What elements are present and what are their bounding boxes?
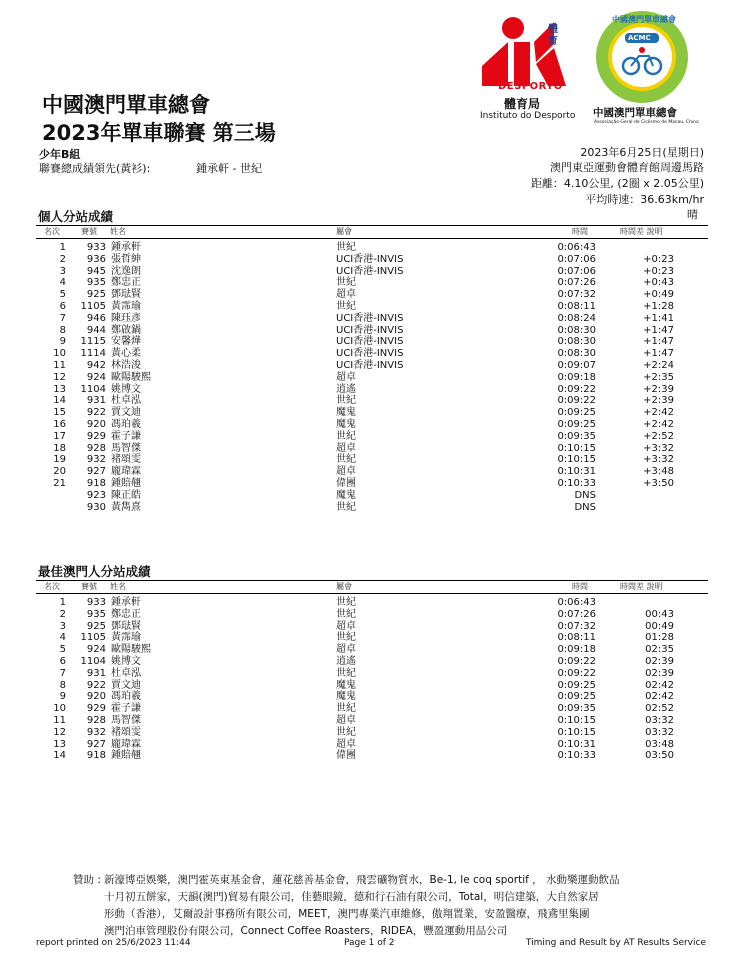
team-cell: 世紀 — [336, 454, 356, 466]
time-diff-cell: +3:32 — [643, 442, 674, 454]
team-cell: 超卓 — [336, 442, 356, 454]
bib-number-cell: 933 — [86, 597, 106, 608]
time-cell: 0:09:25 — [557, 679, 596, 691]
time-cell: 0:09:18 — [557, 644, 596, 656]
bib-number-cell: 931 — [86, 395, 106, 407]
rider-name-cell: 鄧琺賢 — [111, 289, 141, 301]
table-row — [36, 668, 708, 680]
time-diff-cell: +2:42 — [643, 407, 674, 419]
time-cell: 0:09:22 — [557, 383, 596, 395]
rider-name-cell: 黃雋熹 — [111, 501, 141, 513]
average-speed: 平均時速：36.63km/hr — [585, 193, 704, 206]
table-row — [36, 466, 708, 478]
bib-number-cell: 945 — [86, 265, 106, 277]
time-cell: 0:10:15 — [557, 442, 596, 454]
time-cell: 0:09:35 — [557, 430, 596, 442]
team-cell: 超卓 — [336, 644, 356, 656]
time-cell: 0:09:35 — [557, 703, 596, 715]
team-cell: 世紀 — [336, 395, 356, 407]
rider-name-cell: 霍子謙 — [111, 703, 141, 715]
bib-number-cell: 1104 — [80, 656, 106, 667]
header-rank: 名次 — [44, 582, 60, 591]
time-diff-cell: +2:35 — [643, 371, 674, 383]
rank-cell: 12 — [53, 371, 66, 383]
table-row — [36, 715, 708, 727]
time-cell: 0:09:25 — [557, 691, 596, 703]
team-cell: 魔鬼 — [336, 691, 356, 703]
team-cell: 超卓 — [336, 289, 356, 301]
rider-name-cell: 杜卓泓 — [111, 395, 141, 407]
rider-name-cell: 褚頌雯 — [111, 454, 141, 466]
time-diff-cell: +2:52 — [643, 430, 674, 442]
rider-name-cell: 龐瑋霖 — [111, 738, 141, 750]
rank-cell: 5 — [59, 644, 66, 656]
bib-number-cell: 928 — [86, 715, 106, 726]
table-row — [36, 348, 708, 360]
page-number: Page 1 of 2 — [344, 938, 395, 948]
rider-name-cell: 賈文迪 — [111, 407, 141, 419]
time-diff-cell: +0:43 — [643, 277, 674, 289]
time-cell: 0:09:18 — [557, 371, 596, 383]
time-diff-cell: 02:39 — [645, 667, 674, 679]
rider-name-cell: 霍子謙 — [111, 430, 141, 442]
rider-name-cell: 林浩浚 — [111, 360, 141, 371]
team-cell: 超卓 — [336, 466, 356, 478]
team-cell: UCI香港-INVIS — [336, 265, 404, 277]
rank-cell: 1 — [59, 242, 66, 253]
event-title: 2023年單車聯賽 第三場 — [42, 121, 276, 145]
sponsor-line: 形動（香港），艾爾設計事務所有限公司，MEET，澳門專業汽車維修，傲翔置業，安盈醫療，飛鳶里集團 — [104, 908, 590, 920]
rider-name-cell: 姚博文 — [111, 383, 141, 395]
table-row — [36, 703, 708, 715]
team-cell: 世紀 — [336, 301, 356, 312]
rank-cell: 18 — [53, 442, 66, 454]
time-cell: 0:10:33 — [557, 478, 596, 489]
rank-cell: 9 — [59, 336, 66, 348]
time-diff-cell: 02:42 — [645, 691, 674, 703]
rank-cell: 6 — [59, 656, 66, 667]
table-row — [36, 266, 708, 278]
rank-cell: 12 — [53, 726, 66, 738]
time-cell: 0:06:43 — [557, 597, 596, 608]
rank-cell: 2 — [59, 608, 66, 620]
team-cell: 偉團 — [336, 478, 356, 489]
rank-cell: 3 — [59, 620, 66, 632]
rider-name-cell: 黃霈瑜 — [111, 301, 141, 312]
rank-cell: 17 — [53, 430, 66, 442]
time-cell: 0:10:31 — [557, 738, 596, 750]
acmc-zh: 中國澳門單車總會 — [593, 107, 677, 119]
team-cell: 偉團 — [336, 750, 356, 762]
table-row — [36, 242, 708, 254]
table-row — [36, 478, 708, 490]
team-cell: UCI香港-INVIS — [336, 312, 404, 324]
rider-name-cell: 鄭忠正 — [111, 608, 141, 620]
time-diff-cell: +3:50 — [643, 478, 674, 489]
time-cell: 0:08:11 — [557, 632, 596, 644]
team-cell: 超卓 — [336, 715, 356, 726]
table-row — [36, 360, 708, 372]
race-date: 2023年6月25日(星期日) — [580, 146, 704, 159]
macau-table-header — [36, 580, 708, 594]
time-diff-cell: 02:52 — [645, 703, 674, 715]
time-diff-cell: 03:50 — [645, 750, 674, 762]
sponsor-line: 澳門泊車管理股份有限公司，Connect Coffee Roasters，RIDEA，豐盈運動用品公司 — [104, 925, 508, 937]
time-cell: 0:07:32 — [557, 620, 596, 632]
bib-number-cell: 928 — [86, 442, 106, 454]
time-diff-cell: +1:47 — [643, 336, 674, 348]
race-distance: 距離：4.10公里, (2圈 x 2.05公里) — [530, 177, 704, 190]
bib-number-cell: 1105 — [80, 301, 106, 312]
bib-number-cell: 1114 — [80, 348, 106, 360]
table-row — [36, 301, 708, 313]
desporto-logo — [478, 14, 578, 126]
table-row — [36, 254, 708, 266]
time-diff-cell: +0:23 — [643, 253, 674, 265]
bib-number-cell: 930 — [86, 501, 106, 513]
time-cell: DNS — [574, 501, 596, 513]
header-no: 賽號 — [81, 582, 97, 591]
team-cell: 世紀 — [336, 430, 356, 442]
section-individual-title: 個人分站成績 — [38, 209, 114, 224]
team-cell: UCI香港-INVIS — [336, 348, 404, 360]
rank-cell: 19 — [53, 454, 66, 466]
time-cell: 0:07:06 — [557, 265, 596, 277]
individual-table-header — [36, 225, 708, 239]
header-name: 姓名 — [110, 582, 126, 591]
table-row — [36, 395, 708, 407]
time-cell: 0:09:25 — [557, 419, 596, 430]
time-diff-cell: +1:28 — [643, 301, 674, 312]
sponsor-line: 十月初五餅家，天韻(澳門)貿易有限公司，佳藝眼鏡，德和行石油有限公司，Total，明信建築，大自然家居 — [104, 891, 599, 903]
team-cell: 世紀 — [336, 667, 356, 679]
rank-cell: 10 — [53, 703, 66, 715]
time-diff-cell: 01:28 — [645, 632, 674, 644]
rider-name-cell: 陳正皓 — [111, 489, 141, 501]
time-cell: 0:09:22 — [557, 395, 596, 407]
acmc-logo — [590, 10, 699, 125]
weather: 晴 — [687, 208, 698, 221]
sponsor-line: 新濠博亞娛樂，澳門霍英東基金會，蓮花慈善基金會，飛雲礦物質水，Be-1, le coq sportif ， 水動樂運動飲品 — [104, 874, 620, 886]
header-time: 時間 — [572, 582, 588, 591]
time-diff-cell: 02:39 — [645, 656, 674, 667]
time-cell: 0:09:22 — [557, 656, 596, 667]
rank-cell: 11 — [53, 715, 66, 726]
bib-number-cell: 918 — [86, 478, 106, 489]
rank-cell: 9 — [59, 691, 66, 703]
header-team: 屬會 — [336, 582, 352, 591]
header-diff: 時間差 說明 — [620, 582, 663, 591]
race-venue: 澳門東亞運動會體育館周邊馬路 — [550, 161, 704, 174]
time-diff-cell: 03:48 — [645, 738, 674, 750]
rider-name-cell: 張哲紳 — [111, 253, 141, 265]
team-cell: 超卓 — [336, 738, 356, 750]
bib-number-cell: 924 — [86, 644, 106, 656]
rank-cell: 7 — [59, 667, 66, 679]
acmc-badge: ACMC — [628, 34, 651, 42]
bib-number-cell: 932 — [86, 726, 106, 738]
time-diff-cell: +1:47 — [643, 324, 674, 336]
time-cell: 0:08:30 — [557, 324, 596, 336]
time-cell: 0:08:30 — [557, 348, 596, 360]
header-diff: 時間差 說明 — [620, 227, 663, 236]
rank-cell: 14 — [53, 395, 66, 407]
table-row — [36, 656, 708, 668]
team-cell: 魔鬼 — [336, 489, 356, 501]
rider-name-cell: 黃心柔 — [111, 348, 141, 360]
rank-cell: 5 — [59, 289, 66, 301]
team-cell: 世紀 — [336, 632, 356, 644]
time-cell: 0:10:33 — [557, 750, 596, 762]
table-row — [36, 680, 708, 692]
rank-cell: 14 — [53, 750, 66, 762]
bib-number-cell: 920 — [86, 419, 106, 430]
bib-number-cell: 932 — [86, 454, 106, 466]
time-diff-cell: +2:39 — [643, 383, 674, 395]
rank-cell: 7 — [59, 312, 66, 324]
rank-cell: 10 — [53, 348, 66, 360]
time-cell: DNS — [574, 489, 596, 501]
bib-number-cell: 918 — [86, 750, 106, 762]
time-diff-cell: +1:47 — [643, 348, 674, 360]
timing-credit: Timing and Result by AT Results Service — [525, 938, 706, 948]
table-row — [36, 289, 708, 301]
time-diff-cell: +0:49 — [643, 289, 674, 301]
time-diff-cell: +2:42 — [643, 419, 674, 430]
bib-number-cell: 1115 — [80, 336, 106, 348]
time-diff-cell: +1:41 — [643, 312, 674, 324]
section-macau-title: 最佳澳門人分站成績 — [38, 564, 151, 579]
table-row — [36, 277, 708, 289]
table-row — [36, 739, 708, 751]
rank-cell: 4 — [59, 277, 66, 289]
team-cell: 世紀 — [336, 703, 356, 715]
team-cell: 世紀 — [336, 608, 356, 620]
rider-name-cell: 鍾賠翹 — [111, 478, 141, 489]
team-cell: 世紀 — [336, 501, 356, 513]
table-row — [36, 336, 708, 348]
rider-name-cell: 鄭啟鍋 — [111, 324, 141, 336]
rank-cell: 13 — [53, 383, 66, 395]
rider-name-cell: 陳珏彥 — [111, 312, 141, 324]
rider-name-cell: 安馨燁 — [111, 336, 141, 348]
bib-number-cell: 922 — [86, 407, 106, 419]
rider-name-cell: 馬智傑 — [111, 442, 141, 454]
time-cell: 0:10:31 — [557, 466, 596, 478]
time-cell: 0:08:11 — [557, 301, 596, 312]
acmc-ring-text: 中國澳門單車總會 — [612, 15, 676, 24]
bib-number-cell: 929 — [86, 703, 106, 715]
bib-number-cell: 923 — [86, 489, 106, 501]
bib-number-cell: 931 — [86, 667, 106, 679]
team-cell: 超卓 — [336, 371, 356, 383]
time-cell: 0:07:26 — [557, 608, 596, 620]
desporto-wordmark: DESPORTO — [498, 81, 563, 92]
time-diff-cell: 02:42 — [645, 679, 674, 691]
rider-name-cell: 鍾承軒 — [111, 242, 141, 253]
table-row — [36, 727, 708, 739]
rank-cell: 1 — [59, 597, 66, 608]
table-row — [36, 502, 708, 514]
rider-name-cell: 馮珀羲 — [111, 419, 141, 430]
desporto-pt: Instituto do Desporto — [480, 111, 576, 121]
rider-name-cell: 鄭忠正 — [111, 277, 141, 289]
bib-number-cell: 944 — [86, 324, 106, 336]
header-team: 屬會 — [336, 227, 352, 236]
rank-cell: 8 — [59, 324, 66, 336]
time-diff-cell: 02:35 — [645, 644, 674, 656]
team-cell: 魔鬼 — [336, 407, 356, 419]
federation-title: 中國澳門單車總會 — [42, 93, 210, 117]
desporto-zh: 體育局 — [504, 97, 541, 111]
table-row — [36, 632, 708, 644]
time-cell: 0:06:43 — [557, 242, 596, 253]
category-label: 少年B組 — [39, 148, 81, 161]
bib-number-cell: 925 — [86, 620, 106, 632]
team-cell: 魔鬼 — [336, 419, 356, 430]
bib-number-cell: 1104 — [80, 383, 106, 395]
bib-number-cell: 935 — [86, 608, 106, 620]
table-row — [36, 431, 708, 443]
table-row — [36, 372, 708, 384]
time-diff-cell: +0:23 — [643, 265, 674, 277]
rank-cell: 3 — [59, 265, 66, 277]
bib-number-cell: 922 — [86, 679, 106, 691]
rank-cell: 15 — [53, 407, 66, 419]
team-cell: 逍遙 — [336, 383, 356, 395]
team-cell: 超卓 — [336, 620, 356, 632]
rider-name-cell: 黃霈瑜 — [111, 632, 141, 644]
bib-number-cell: 927 — [86, 466, 106, 478]
team-cell: 世紀 — [336, 597, 356, 608]
time-diff-cell: 00:49 — [645, 620, 674, 632]
table-row — [36, 384, 708, 396]
rider-name-cell: 賈文迪 — [111, 679, 141, 691]
table-row — [36, 609, 708, 621]
time-diff-cell: +2:24 — [643, 360, 674, 371]
team-cell: UCI香港-INVIS — [336, 253, 404, 265]
rider-name-cell: 褚頌雯 — [111, 726, 141, 738]
bib-number-cell: 936 — [86, 253, 106, 265]
rider-name-cell: 歐陽駿熙 — [111, 371, 151, 383]
table-row — [36, 597, 708, 609]
time-cell: 0:08:30 — [557, 336, 596, 348]
time-cell: 0:10:15 — [557, 715, 596, 726]
header-rank: 名次 — [44, 227, 60, 236]
rank-cell: 4 — [59, 632, 66, 644]
time-cell: 0:10:15 — [557, 454, 596, 466]
rank-cell: 16 — [53, 419, 66, 430]
time-diff-cell: +3:48 — [643, 466, 674, 478]
team-cell: 魔鬼 — [336, 679, 356, 691]
table-row — [36, 621, 708, 633]
rank-cell: 6 — [59, 301, 66, 312]
bib-number-cell: 1105 — [80, 632, 106, 644]
rider-name-cell: 沈逸朗 — [111, 265, 141, 277]
rank-cell: 13 — [53, 738, 66, 750]
team-cell: UCI香港-INVIS — [336, 324, 404, 336]
time-cell: 0:07:06 — [557, 253, 596, 265]
table-row — [36, 644, 708, 656]
rider-name-cell: 馮珀羲 — [111, 691, 141, 703]
table-row — [36, 407, 708, 419]
team-cell: 世紀 — [336, 242, 356, 253]
table-row — [36, 691, 708, 703]
time-diff-cell: +3:32 — [643, 454, 674, 466]
rank-cell: 20 — [53, 466, 66, 478]
team-cell: UCI香港-INVIS — [336, 360, 404, 371]
time-cell: 0:08:24 — [557, 312, 596, 324]
bib-number-cell: 946 — [86, 312, 106, 324]
bib-number-cell: 935 — [86, 277, 106, 289]
time-cell: 0:07:26 — [557, 277, 596, 289]
table-row — [36, 443, 708, 455]
acmc-pt: Associação Geral de Ciclismo de Macau, China — [594, 120, 699, 125]
rank-cell: 8 — [59, 679, 66, 691]
rider-name-cell: 杜卓泓 — [111, 667, 141, 679]
team-cell: 世紀 — [336, 277, 356, 289]
time-diff-cell: 03:32 — [645, 726, 674, 738]
rider-name-cell: 龐瑋霖 — [111, 466, 141, 478]
bib-number-cell: 929 — [86, 430, 106, 442]
bib-number-cell: 920 — [86, 691, 106, 703]
leader-value: 鍾承軒 - 世紀 — [196, 162, 262, 175]
time-diff-cell: 03:32 — [645, 715, 674, 726]
time-cell: 0:09:07 — [557, 360, 596, 371]
table-row — [36, 313, 708, 325]
header-name: 姓名 — [110, 227, 126, 236]
table-row — [36, 419, 708, 431]
bib-number-cell: 924 — [86, 371, 106, 383]
bib-number-cell: 933 — [86, 242, 106, 253]
rider-name-cell: 鄧琺賢 — [111, 620, 141, 632]
header-no: 賽號 — [81, 227, 97, 236]
bib-number-cell: 927 — [86, 738, 106, 750]
table-row — [36, 750, 708, 762]
rider-name-cell: 鍾承軒 — [111, 597, 141, 608]
table-row — [36, 325, 708, 337]
team-cell: 世紀 — [336, 726, 356, 738]
leader-label: 聯賽總成績領先(黃衫): — [39, 162, 151, 175]
rank-cell: 2 — [59, 253, 66, 265]
team-cell: UCI香港-INVIS — [336, 336, 404, 348]
time-diff-cell: 00:43 — [645, 608, 674, 620]
time-diff-cell: +2:39 — [643, 395, 674, 407]
time-cell: 0:09:25 — [557, 407, 596, 419]
team-cell: 逍遙 — [336, 656, 356, 667]
rank-cell: 21 — [53, 478, 66, 489]
table-row — [36, 454, 708, 466]
bib-number-cell: 925 — [86, 289, 106, 301]
rank-cell: 11 — [53, 360, 66, 371]
time-cell: 0:10:15 — [557, 726, 596, 738]
time-cell: 0:09:22 — [557, 667, 596, 679]
desporto-vertical-text: 體育 — [548, 24, 558, 47]
time-cell: 0:07:32 — [557, 289, 596, 301]
rider-name-cell: 姚博文 — [111, 656, 141, 667]
table-row — [36, 490, 708, 502]
rider-name-cell: 鍾賠翹 — [111, 750, 141, 762]
rider-name-cell: 馬智傑 — [111, 715, 141, 726]
rider-name-cell: 歐陽駿熙 — [111, 644, 151, 656]
bib-number-cell: 942 — [86, 360, 106, 371]
print-timestamp: report printed on 25/6/2023 11:44 — [36, 938, 191, 948]
sponsors-label: 贊助 : — [73, 874, 101, 886]
header-time: 時間 — [572, 227, 588, 236]
